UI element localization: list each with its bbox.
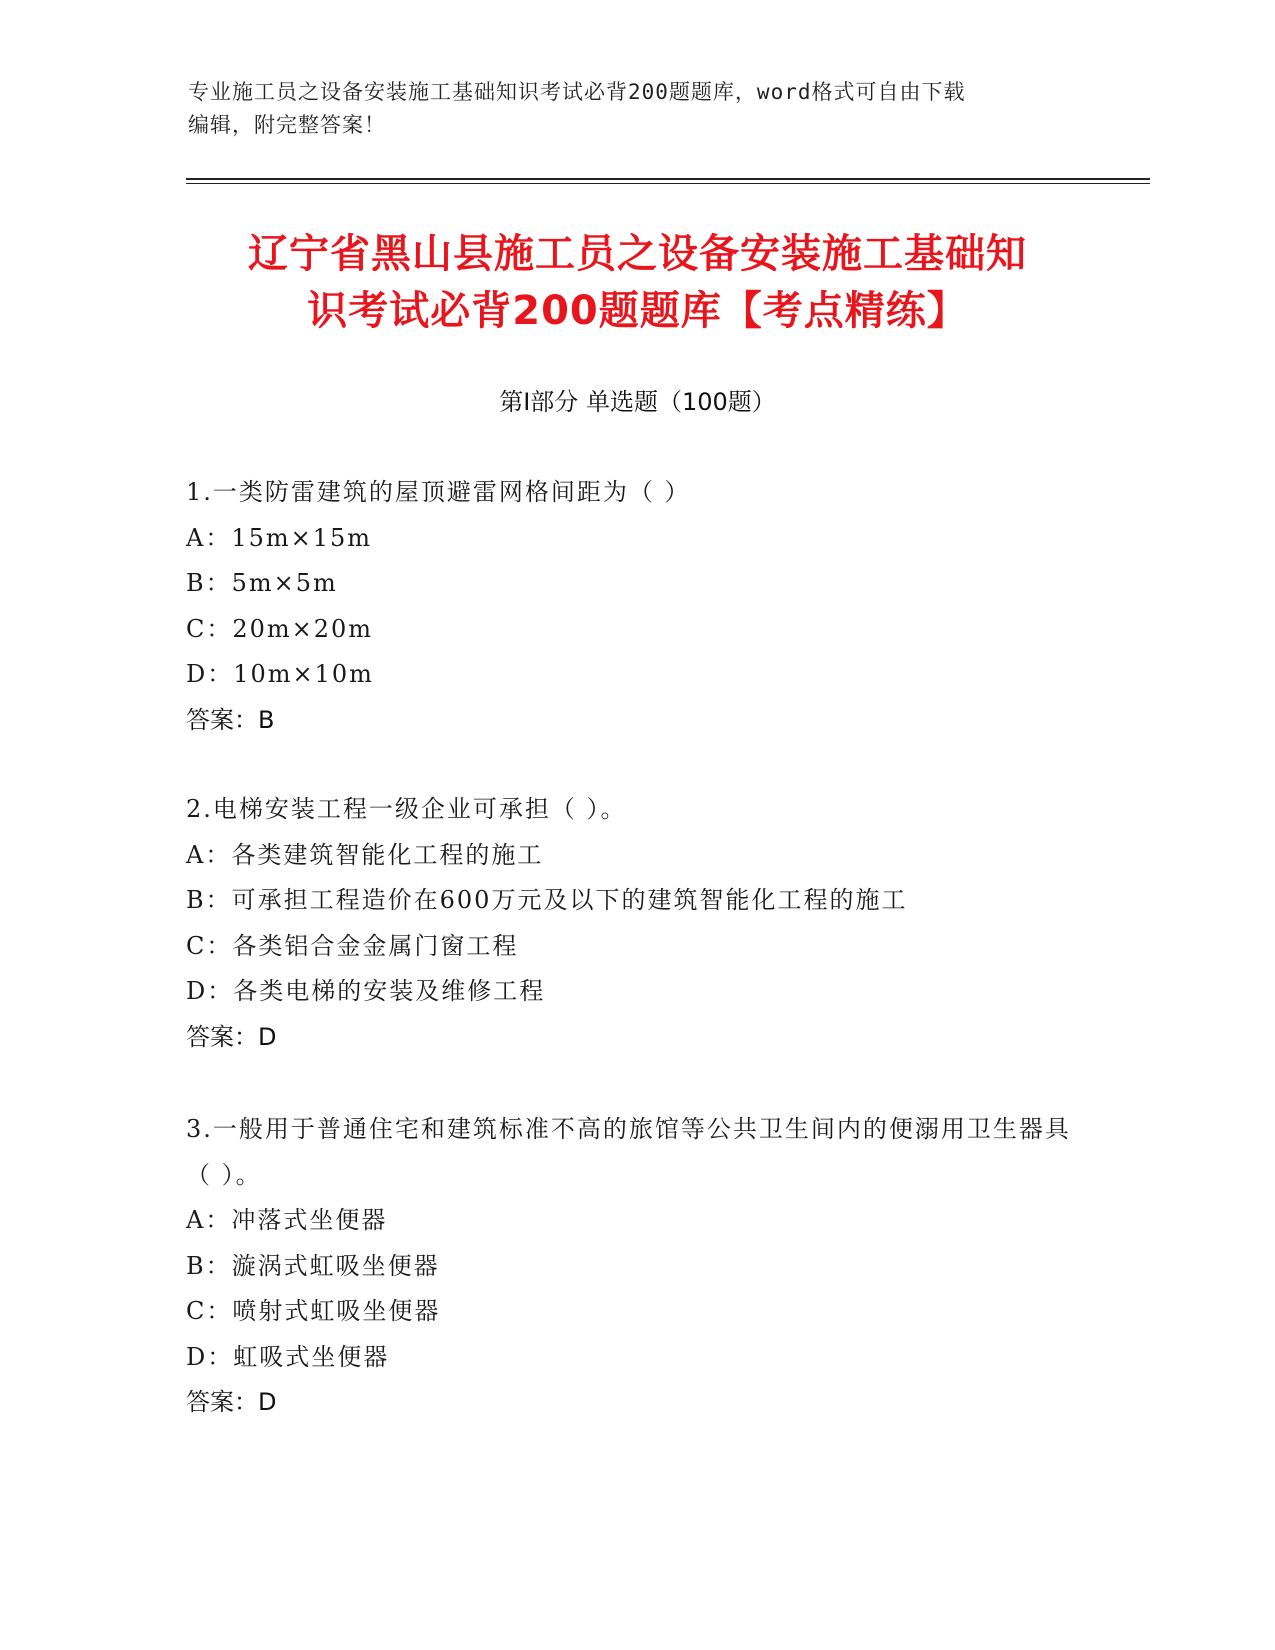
header-line-2: 编辑，附完整答案！ bbox=[188, 113, 386, 137]
header-line-1: 专业施工员之设备安装施工基础知识考试必背200题题库，word格式可自由下载 bbox=[188, 80, 966, 104]
option-d: D：10m×10m bbox=[186, 660, 374, 688]
option-d: D：各类电梯的安装及维修工程 bbox=[186, 977, 546, 1005]
header-divider-thin bbox=[186, 183, 1150, 184]
document-title bbox=[150, 226, 1125, 340]
option-c: C：20m×20m bbox=[186, 614, 374, 643]
answer-line: 答案：B bbox=[186, 705, 275, 734]
option-b: B：可承担工程造价在600万元及以下的建筑智能化工程的施工 bbox=[186, 886, 908, 914]
option-c: C：各类铝合金金属门窗工程 bbox=[186, 931, 519, 960]
answer-line: 答案：D bbox=[186, 1022, 277, 1051]
option-a: A：冲落式坐便器 bbox=[186, 1206, 388, 1234]
option-a: A：15m×15m bbox=[186, 523, 373, 552]
option-b: B：漩涡式虹吸坐便器 bbox=[186, 1251, 440, 1280]
option-d: D：虹吸式坐便器 bbox=[186, 1342, 390, 1371]
section-heading: 第Ⅰ部分 单选题（100题） bbox=[499, 388, 776, 416]
option-a: A：各类建筑智能化工程的施工 bbox=[186, 840, 544, 869]
header-divider-thick bbox=[186, 178, 1150, 180]
title-line-2: 识考试必背200题题库【考点精练】 bbox=[307, 288, 968, 334]
answer-line: 答案：D bbox=[186, 1388, 277, 1416]
question-stem: 1.一类防雷建筑的屋顶避雷网格间距为（ ） bbox=[186, 478, 691, 506]
question-1 bbox=[186, 470, 1086, 743]
question-2 bbox=[186, 787, 1086, 1060]
option-c: C：喷射式虹吸坐便器 bbox=[186, 1297, 441, 1325]
option-b: B：5m×5m bbox=[186, 569, 338, 597]
document-header-note bbox=[188, 76, 1068, 142]
question-stem: 3.一般用于普通住宅和建筑标准不高的旅馆等公共卫生间内的便溺用卫生器具（ ）。 bbox=[186, 1115, 1071, 1189]
question-3 bbox=[186, 1107, 1086, 1426]
title-line-1: 辽宁省黑山县施工员之设备安装施工基础知 bbox=[248, 231, 1027, 277]
question-stem: 2.电梯安装工程一级企业可承担（ ）。 bbox=[186, 795, 627, 823]
